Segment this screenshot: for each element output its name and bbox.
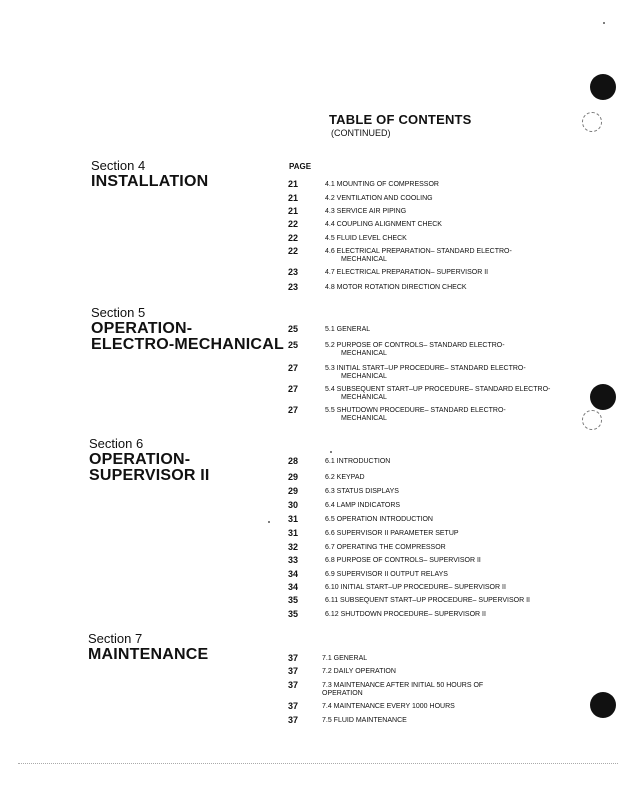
section-label: Section 5 — [91, 305, 146, 320]
section-title: OPERATION- — [89, 451, 191, 468]
toc-entry-text: 6.3 STATUS DISPLAYS — [325, 488, 399, 495]
page-column-header: PAGE — [289, 162, 312, 171]
toc-entry-text: 5.1 GENERAL — [325, 326, 371, 333]
toc-entry-page: 34 — [288, 582, 299, 592]
scan-speck — [330, 451, 332, 453]
toc-entry-page: 30 — [288, 500, 299, 510]
toc-entry-text: 7.4 MAINTENANCE EVERY 1000 HOURS — [322, 703, 455, 710]
section-label: Section 7 — [88, 631, 143, 646]
toc-entry-page: 33 — [288, 555, 299, 565]
binder-hole — [590, 384, 616, 410]
toc-entry-text: 6.7 OPERATING THE COMPRESSOR — [325, 544, 446, 551]
section-title: OPERATION- — [91, 320, 193, 337]
toc-entry-page: 21 — [288, 206, 299, 216]
toc-entry-page: 28 — [288, 456, 299, 466]
toc-title: TABLE OF CONTENTS — [329, 112, 472, 127]
toc-entry-text: 5.4 SUBSEQUENT START–UP PROCEDURE– STANDARD ELECTRO- MECHANICAL — [325, 386, 551, 401]
toc-entry-page: 21 — [288, 179, 299, 189]
toc-entry-text: 7.2 DAILY OPERATION — [322, 668, 396, 675]
toc-entry-page: 35 — [288, 595, 299, 605]
toc-entry-page: 22 — [288, 246, 299, 256]
toc-entry-page: 32 — [288, 542, 299, 552]
toc-entry-text: 5.3 INITIAL START–UP PROCEDURE– STANDARD ELECTRO- MECHANICAL — [325, 365, 526, 380]
toc-entry-page: 23 — [288, 282, 299, 292]
toc-entry-page: 27 — [288, 384, 299, 394]
binder-hole — [590, 692, 616, 718]
toc-entry-text: 6.6 SUPERVISOR II PARAMETER SETUP — [325, 530, 459, 537]
section-label: Section 4 — [91, 158, 146, 173]
toc-entry-text: 7.3 MAINTENANCE AFTER INITIAL 50 HOURS OF OPERATION — [322, 682, 484, 697]
toc-entry-text: 6.11 SUBSEQUENT START–UP PROCEDURE– SUPERVISOR II — [325, 597, 531, 604]
toc-entry-page: 34 — [288, 569, 299, 579]
binder-hole — [590, 74, 616, 100]
toc-entry-page: 22 — [288, 219, 299, 229]
scan-noise-line — [18, 763, 618, 765]
toc-entry-text: 5.5 SHUTDOWN PROCEDURE– STANDARD ELECTRO- MECHANICAL — [325, 407, 506, 422]
toc-entry-page: 25 — [288, 340, 299, 350]
section-label: Section 6 — [89, 436, 144, 451]
toc-entry-page: 37 — [288, 701, 299, 711]
toc-entry-text: 6.12 SHUTDOWN PROCEDURE– SUPERVISOR II — [325, 611, 486, 618]
toc-entry-text: 4.1 MOUNTING OF COMPRESSOR — [325, 181, 439, 188]
toc-entry-text: 6.1 INTRODUCTION — [325, 458, 391, 465]
toc-entry-page: 27 — [288, 405, 299, 415]
toc-entry-text: 6.2 KEYPAD — [325, 474, 365, 481]
toc-entry-text: 4.7 ELECTRICAL PREPARATION– SUPERVISOR II — [325, 269, 489, 276]
section-title: INSTALLATION — [91, 173, 209, 190]
toc-entry-text: 4.4 COUPLING ALIGNMENT CHECK — [325, 221, 442, 228]
toc-entry-page: 37 — [288, 715, 299, 725]
toc-entry-page: 22 — [288, 233, 299, 243]
toc-entry-text: 4.3 SERVICE AIR PIPING — [325, 208, 407, 215]
section-title: MAINTENANCE — [88, 646, 209, 663]
toc-subtitle: (CONTINUED) — [331, 128, 391, 138]
binder-hole-outline — [582, 112, 602, 132]
section-title: ELECTRO-MECHANICAL — [91, 336, 284, 353]
toc-entry-page: 27 — [288, 363, 299, 373]
toc-entry-page: 29 — [288, 472, 299, 482]
scan-speck — [603, 22, 605, 24]
toc-entry-text: 6.8 PURPOSE OF CONTROLS– SUPERVISOR II — [325, 557, 481, 564]
toc-entry-page: 29 — [288, 486, 299, 496]
toc-entry-text: 6.10 INITIAL START–UP PROCEDURE– SUPERVISOR II — [325, 584, 506, 591]
section-title: SUPERVISOR II — [89, 467, 210, 484]
toc-entry-text: 5.2 PURPOSE OF CONTROLS– STANDARD ELECTRO- MECHANICAL — [325, 342, 505, 357]
toc-entry-page: 35 — [288, 609, 299, 619]
toc-entry-text: 7.5 FLUID MAINTENANCE — [322, 717, 407, 724]
toc-entry-text: 4.5 FLUID LEVEL CHECK — [325, 235, 407, 242]
toc-entry-page: 37 — [288, 680, 299, 690]
toc-entry-text: 6.5 OPERATION INTRODUCTION — [325, 516, 433, 523]
toc-entry-text: 4.2 VENTILATION AND COOLING — [325, 195, 433, 202]
toc-entry-text: 6.9 SUPERVISOR II OUTPUT RELAYS — [325, 571, 448, 578]
toc-entry-text: 4.6 ELECTRICAL PREPARATION– STANDARD ELECTRO- MECHANICAL — [325, 248, 512, 263]
toc-entry-page: 25 — [288, 324, 299, 334]
toc-entry-text: 7.1 GENERAL — [322, 655, 368, 662]
toc-entry-page: 37 — [288, 666, 299, 676]
toc-entry-page: 31 — [288, 528, 299, 538]
toc-entry-page: 21 — [288, 193, 299, 203]
scan-speck — [268, 521, 270, 523]
toc-entry-text: 6.4 LAMP INDICATORS — [325, 502, 401, 509]
toc-entry-text: 4.8 MOTOR ROTATION DIRECTION CHECK — [325, 284, 467, 291]
binder-hole-outline — [582, 410, 602, 430]
toc-entry-page: 23 — [288, 267, 299, 277]
toc-entry-page: 37 — [288, 653, 299, 663]
toc-entry-page: 31 — [288, 514, 299, 524]
